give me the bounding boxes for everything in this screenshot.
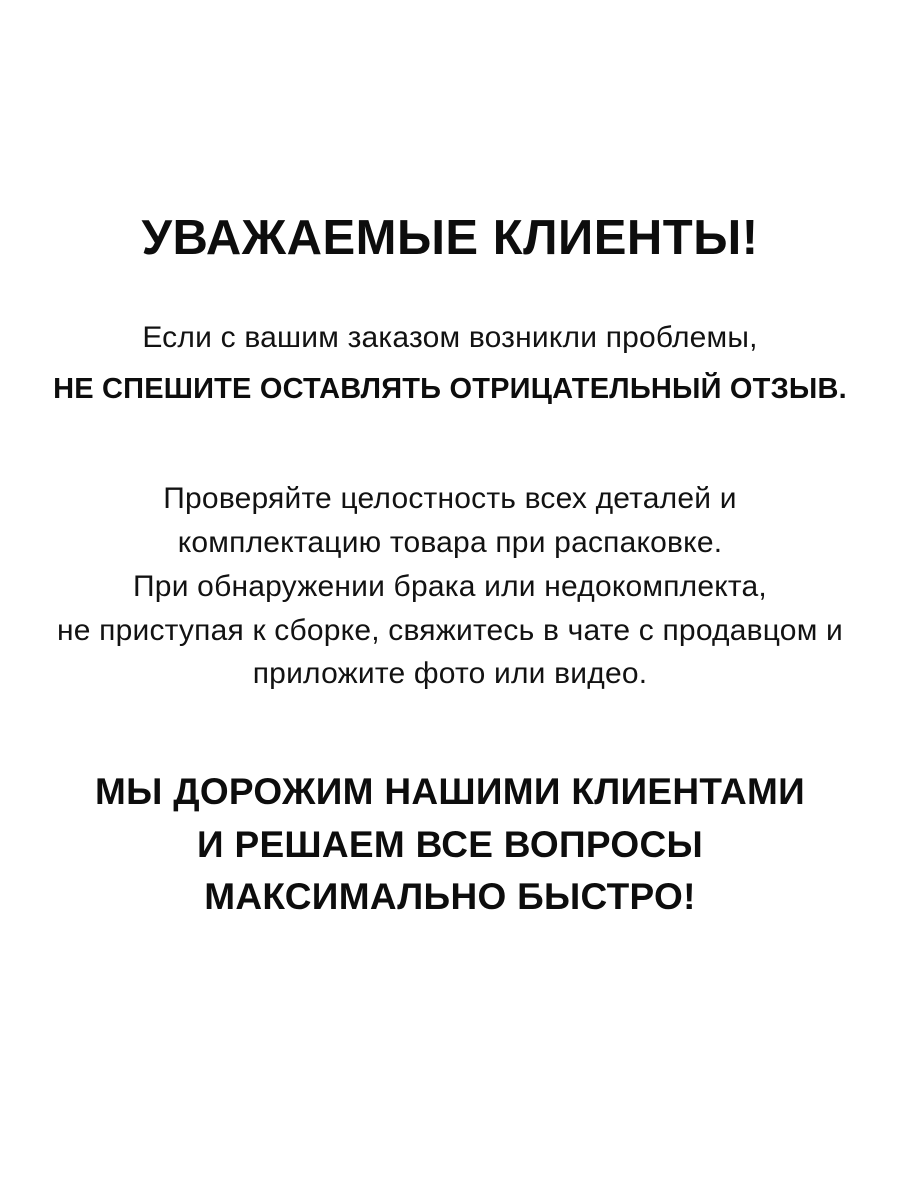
closing-line-3: МАКСИМАЛЬНО БЫСТРО! — [204, 876, 696, 918]
intro-line-2-emphasis: НЕ СПЕШИТЕ ОСТАВЛЯТЬ ОТРИЦАТЕЛЬНЫЙ ОТЗЫВ. — [53, 372, 847, 405]
intro-block — [40, 318, 860, 409]
details-line-1: Проверяйте целостность всех деталей и — [163, 481, 737, 515]
closing-line-1: МЫ ДОРОЖИМ НАШИМИ КЛИЕНТАМИ — [94, 771, 806, 813]
details-line-3: При обнаружении брака или недокомплекта, — [133, 569, 767, 603]
details-line-5: приложите фото или видео. — [252, 657, 648, 691]
intro-line-1: Если с вашим заказом возникли проблемы, — [142, 320, 758, 354]
details-line-2: комплектацию товара при распаковке. — [177, 525, 723, 559]
closing-block — [40, 766, 860, 924]
page-title: УВАЖАЕМЫЕ КЛИЕНТЫ! — [141, 211, 759, 265]
details-line-4: не приступая к сборке, свяжитесь в чате с продавцом и — [56, 613, 844, 647]
closing-line-2: И РЕШАЕМ ВСЕ ВОПРОСЫ — [197, 823, 703, 865]
details-block — [40, 475, 860, 694]
